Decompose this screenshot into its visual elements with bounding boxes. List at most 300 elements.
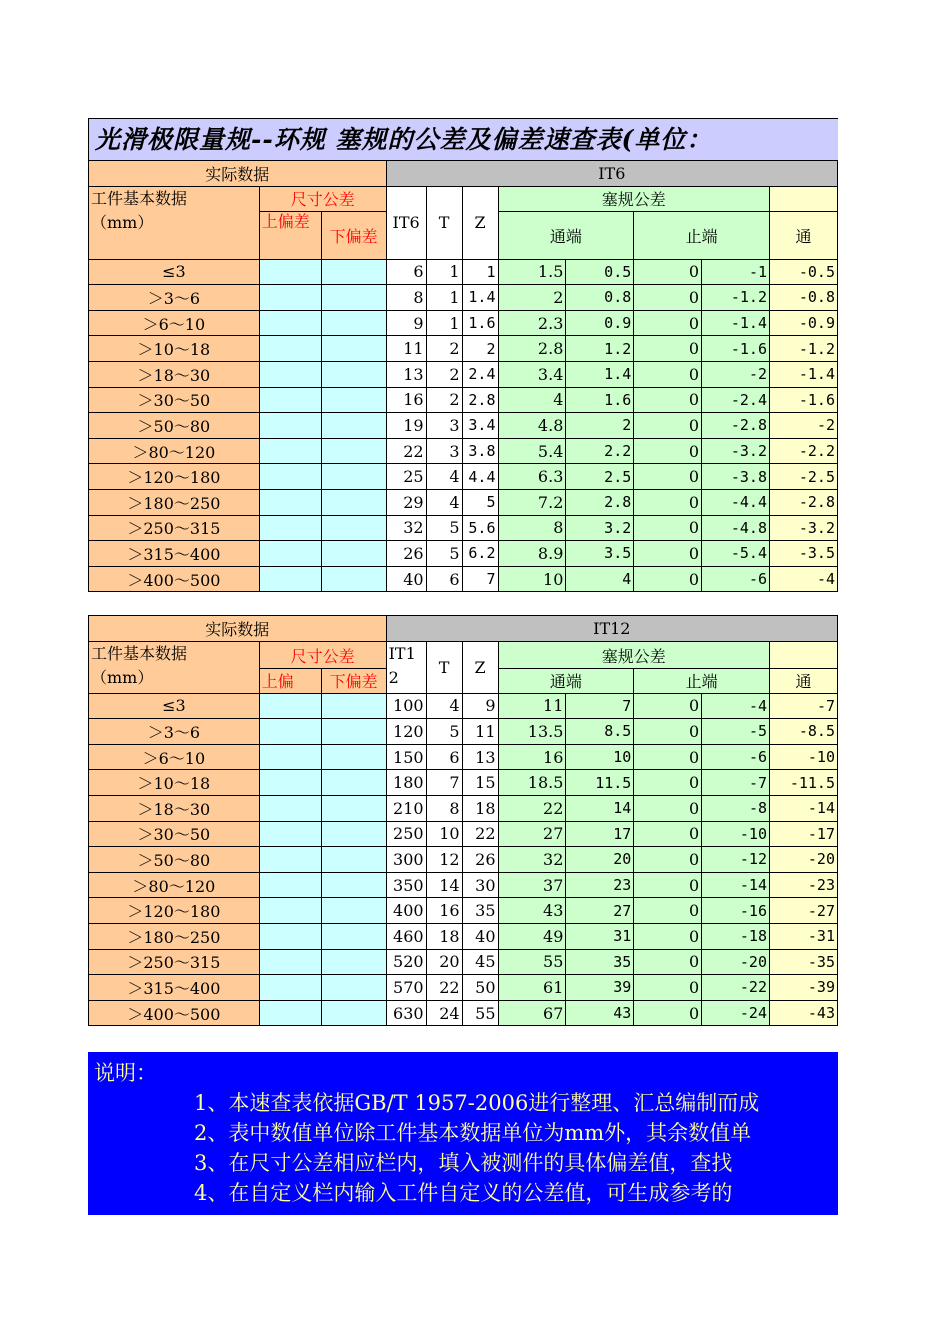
- extra-value-cell: -2.5: [770, 464, 838, 490]
- go-end-max-cell: 2.8: [498, 336, 566, 362]
- go-end-min-cell: 0.8: [566, 285, 634, 311]
- z-value-cell: 2: [462, 336, 498, 362]
- go-end-min-cell: 2.5: [566, 464, 634, 490]
- z-value-cell: 45: [462, 949, 498, 975]
- extra-value-cell: -7: [770, 693, 838, 719]
- z-value-cell: 3.4: [462, 413, 498, 439]
- table-row: [89, 489, 838, 515]
- extra-value-cell: -10: [770, 744, 838, 770]
- extra-value-cell: -27: [770, 898, 838, 924]
- upper-deviation-input[interactable]: [259, 413, 321, 439]
- workpiece-label: 工件基本数据: [91, 644, 188, 663]
- go-end-max-cell: 2.3: [498, 310, 566, 336]
- size-range-cell: ＞120～180: [89, 898, 260, 924]
- go-end-max-cell: 6.3: [498, 464, 566, 490]
- stop-end-min-cell: -20: [702, 949, 770, 975]
- t-column-header: T: [426, 187, 462, 260]
- grade-column-header: IT12: [386, 642, 426, 694]
- go-end-max-cell: 67: [498, 1000, 566, 1026]
- t-value-cell: 4: [426, 464, 462, 490]
- z-value-cell: 11: [462, 719, 498, 745]
- lower-deviation-input[interactable]: [321, 770, 386, 796]
- stop-end-min-cell: -10: [702, 821, 770, 847]
- z-value-cell: 5.6: [462, 515, 498, 541]
- note-line: 1、本速查表依据GB/T 1957-2006进行整理、汇总编制而成: [194, 1091, 760, 1115]
- upper-deviation-input[interactable]: [259, 566, 321, 592]
- go-end-min-cell: 0.9: [566, 310, 634, 336]
- it-value-cell: 6: [386, 259, 426, 285]
- it-value-cell: 8: [386, 285, 426, 311]
- upper-deviation-input[interactable]: [259, 515, 321, 541]
- t-value-cell: 18: [426, 923, 462, 949]
- stop-end-min-cell: -16: [702, 898, 770, 924]
- table-row: [89, 541, 838, 567]
- grade-header: IT6: [386, 161, 837, 187]
- stop-end-min-cell: -6: [702, 744, 770, 770]
- table-row: [89, 413, 838, 439]
- extra-value-cell: -2: [770, 413, 838, 439]
- t-value-cell: 12: [426, 847, 462, 873]
- upper-deviation-header: 上偏差: [259, 211, 321, 259]
- grade-header: IT12: [386, 616, 837, 642]
- it-value-cell: 100: [386, 693, 426, 719]
- upper-deviation-input[interactable]: [259, 872, 321, 898]
- z-value-cell: 18: [462, 795, 498, 821]
- z-value-cell: 13: [462, 744, 498, 770]
- stop-end-max-cell: 0: [634, 744, 702, 770]
- it-value-cell: 570: [386, 975, 426, 1001]
- note-line: 4、在自定义栏内输入工件自定义的公差值，可生成参考的: [194, 1181, 733, 1205]
- go-end-min-cell: 20: [566, 847, 634, 873]
- size-range-cell: ＞3～6: [89, 285, 260, 311]
- go-end-min-cell: 17: [566, 821, 634, 847]
- it-value-cell: 25: [386, 464, 426, 490]
- t-value-cell: 22: [426, 975, 462, 1001]
- extra-value-cell: -35: [770, 949, 838, 975]
- extra-value-cell: -1.2: [770, 336, 838, 362]
- go-end-header-2: 通: [770, 669, 838, 694]
- upper-deviation-input[interactable]: [259, 795, 321, 821]
- grade-column-header: IT6: [386, 187, 426, 260]
- stop-end-max-cell: 0: [634, 489, 702, 515]
- lower-deviation-input[interactable]: [321, 949, 386, 975]
- stop-end-max-cell: 0: [634, 795, 702, 821]
- workpiece-header: [89, 187, 260, 260]
- it-value-cell: 22: [386, 438, 426, 464]
- note-line: 2、表中数值单位除工件基本数据单位为mm外，其余数值单: [194, 1121, 752, 1145]
- table-row: [89, 464, 838, 490]
- stop-end-min-cell: -14: [702, 872, 770, 898]
- stop-end-min-cell: -7: [702, 770, 770, 796]
- z-value-cell: 35: [462, 898, 498, 924]
- lower-deviation-input[interactable]: [321, 923, 386, 949]
- z-value-cell: 15: [462, 770, 498, 796]
- z-column-header: Z: [462, 642, 498, 694]
- z-value-cell: 1: [462, 259, 498, 285]
- upper-deviation-input[interactable]: [259, 770, 321, 796]
- t-value-cell: 2: [426, 336, 462, 362]
- workpiece-unit: （mm）: [91, 668, 154, 687]
- upper-deviation-input[interactable]: [259, 898, 321, 924]
- table-row: [89, 795, 838, 821]
- stop-end-max-cell: 0: [634, 336, 702, 362]
- stop-end-min-cell: -5.4: [702, 541, 770, 567]
- z-column-header: Z: [462, 187, 498, 260]
- it-value-cell: 350: [386, 872, 426, 898]
- stop-end-max-cell: 0: [634, 387, 702, 413]
- size-range-cell: ＞80～120: [89, 438, 260, 464]
- extra-value-cell: -0.5: [770, 259, 838, 285]
- t-value-cell: 4: [426, 693, 462, 719]
- t-value-cell: 1: [426, 310, 462, 336]
- table-row: [89, 949, 838, 975]
- size-range-cell: ≤3: [89, 259, 260, 285]
- z-value-cell: 1.6: [462, 310, 498, 336]
- stop-end-max-cell: 0: [634, 413, 702, 439]
- t-value-cell: 8: [426, 795, 462, 821]
- lower-deviation-input[interactable]: [321, 795, 386, 821]
- go-end-min-cell: 3.5: [566, 541, 634, 567]
- go-end-min-cell: 27: [566, 898, 634, 924]
- upper-deviation-input[interactable]: [259, 285, 321, 311]
- table-row: [89, 719, 838, 745]
- go-end-max-cell: 32: [498, 847, 566, 873]
- go-end-max-cell: 37: [498, 872, 566, 898]
- stop-end-max-cell: 0: [634, 975, 702, 1001]
- table-row: [89, 1000, 838, 1026]
- plug-tolerance-header: 塞规公差: [498, 642, 770, 669]
- lower-deviation-input[interactable]: [321, 438, 386, 464]
- z-value-cell: 5: [462, 489, 498, 515]
- t-value-cell: 4: [426, 489, 462, 515]
- t-value-cell: 14: [426, 872, 462, 898]
- table-row: [89, 923, 838, 949]
- z-value-cell: 2.8: [462, 387, 498, 413]
- lower-deviation-input[interactable]: [321, 361, 386, 387]
- size-tolerance-header: 尺寸公差: [259, 642, 386, 669]
- plug-extra-header: [770, 642, 838, 669]
- t-value-cell: 1: [426, 285, 462, 311]
- stop-end-max-cell: 0: [634, 821, 702, 847]
- upper-deviation-input[interactable]: [259, 336, 321, 362]
- t-value-cell: 24: [426, 1000, 462, 1026]
- table-row: [89, 361, 838, 387]
- upper-deviation-input[interactable]: [259, 259, 321, 285]
- extra-value-cell: -31: [770, 923, 838, 949]
- lower-deviation-input[interactable]: [321, 387, 386, 413]
- size-range-cell: ≤3: [89, 693, 260, 719]
- extra-value-cell: -0.9: [770, 310, 838, 336]
- lower-deviation-input[interactable]: [321, 1000, 386, 1026]
- upper-deviation-input[interactable]: [259, 361, 321, 387]
- z-value-cell: 26: [462, 847, 498, 873]
- lower-deviation-input[interactable]: [321, 744, 386, 770]
- go-end-header-2: 通: [770, 211, 838, 259]
- go-end-max-cell: 8.9: [498, 541, 566, 567]
- size-range-cell: ＞6～10: [89, 310, 260, 336]
- t-column-header: T: [426, 642, 462, 694]
- go-end-max-cell: 2: [498, 285, 566, 311]
- stop-end-max-cell: 0: [634, 464, 702, 490]
- t-value-cell: 1: [426, 259, 462, 285]
- z-value-cell: 9: [462, 693, 498, 719]
- t-value-cell: 2: [426, 361, 462, 387]
- stop-end-min-cell: -2.4: [702, 387, 770, 413]
- table-row: [89, 693, 838, 719]
- it-value-cell: 16: [386, 387, 426, 413]
- it-value-cell: 460: [386, 923, 426, 949]
- table-row: [89, 387, 838, 413]
- extra-value-cell: -39: [770, 975, 838, 1001]
- notes-heading: 说明：: [94, 1061, 157, 1085]
- size-range-cell: ＞3～6: [89, 719, 260, 745]
- go-end-min-cell: 7: [566, 693, 634, 719]
- upper-deviation-header: 上偏: [259, 669, 321, 694]
- upper-deviation-input[interactable]: [259, 489, 321, 515]
- go-end-min-cell: 35: [566, 949, 634, 975]
- extra-value-cell: -0.8: [770, 285, 838, 311]
- go-end-max-cell: 27: [498, 821, 566, 847]
- extra-value-cell: -4: [770, 566, 838, 592]
- it-value-cell: 29: [386, 489, 426, 515]
- lower-deviation-input[interactable]: [321, 259, 386, 285]
- stop-end-max-cell: 0: [634, 923, 702, 949]
- size-range-cell: ＞10～18: [89, 770, 260, 796]
- lower-deviation-input[interactable]: [321, 898, 386, 924]
- upper-deviation-input[interactable]: [259, 464, 321, 490]
- it-value-cell: 210: [386, 795, 426, 821]
- z-value-cell: 40: [462, 923, 498, 949]
- it-value-cell: 250: [386, 821, 426, 847]
- stop-end-max-cell: 0: [634, 541, 702, 567]
- it-value-cell: 400: [386, 898, 426, 924]
- go-end-max-cell: 4: [498, 387, 566, 413]
- z-value-cell: 55: [462, 1000, 498, 1026]
- size-range-cell: ＞315～400: [89, 541, 260, 567]
- size-range-cell: ＞18～30: [89, 361, 260, 387]
- lower-deviation-header: 下偏差: [321, 211, 386, 259]
- stop-end-max-cell: 0: [634, 872, 702, 898]
- go-end-min-cell: 1.6: [566, 387, 634, 413]
- extra-value-cell: -8.5: [770, 719, 838, 745]
- extra-value-cell: -11.5: [770, 770, 838, 796]
- stop-end-max-cell: 0: [634, 566, 702, 592]
- go-end-max-cell: 43: [498, 898, 566, 924]
- stop-end-min-cell: -22: [702, 975, 770, 1001]
- it-value-cell: 9: [386, 310, 426, 336]
- lower-deviation-input[interactable]: [321, 310, 386, 336]
- t-value-cell: 6: [426, 566, 462, 592]
- it-value-cell: 26: [386, 541, 426, 567]
- it-value-cell: 11: [386, 336, 426, 362]
- extra-value-cell: -1.6: [770, 387, 838, 413]
- it-value-cell: 13: [386, 361, 426, 387]
- go-end-max-cell: 11: [498, 693, 566, 719]
- stop-end-min-cell: -1.2: [702, 285, 770, 311]
- it-value-cell: 19: [386, 413, 426, 439]
- size-range-cell: ＞250～315: [89, 949, 260, 975]
- stop-end-min-cell: -1.4: [702, 310, 770, 336]
- go-end-max-cell: 4.8: [498, 413, 566, 439]
- upper-deviation-input[interactable]: [259, 438, 321, 464]
- size-range-cell: ＞250～315: [89, 515, 260, 541]
- lower-deviation-input[interactable]: [321, 719, 386, 745]
- lower-deviation-input[interactable]: [321, 821, 386, 847]
- z-value-cell: 6.2: [462, 541, 498, 567]
- upper-deviation-input[interactable]: [259, 744, 321, 770]
- t-value-cell: 5: [426, 541, 462, 567]
- t-value-cell: 3: [426, 438, 462, 464]
- stop-end-max-cell: 0: [634, 719, 702, 745]
- go-end-max-cell: 18.5: [498, 770, 566, 796]
- stop-end-min-cell: -4.4: [702, 489, 770, 515]
- table-row: [89, 438, 838, 464]
- actual-data-header: 实际数据: [89, 616, 387, 642]
- go-end-min-cell: 23: [566, 872, 634, 898]
- stop-end-max-cell: 0: [634, 438, 702, 464]
- lower-deviation-input[interactable]: [321, 464, 386, 490]
- table-row: [89, 336, 838, 362]
- size-range-cell: ＞50～80: [89, 413, 260, 439]
- lower-deviation-input[interactable]: [321, 515, 386, 541]
- z-value-cell: 7: [462, 566, 498, 592]
- lower-deviation-input[interactable]: [321, 541, 386, 567]
- lower-deviation-input[interactable]: [321, 566, 386, 592]
- size-range-cell: ＞120～180: [89, 464, 260, 490]
- z-value-cell: 1.4: [462, 285, 498, 311]
- stop-end-min-cell: -3.8: [702, 464, 770, 490]
- upper-deviation-input[interactable]: [259, 1000, 321, 1026]
- go-end-min-cell: 43: [566, 1000, 634, 1026]
- t-value-cell: 20: [426, 949, 462, 975]
- extra-value-cell: -2.8: [770, 489, 838, 515]
- lower-deviation-input[interactable]: [321, 336, 386, 362]
- upper-deviation-input[interactable]: [259, 719, 321, 745]
- go-end-min-cell: 11.5: [566, 770, 634, 796]
- stop-end-max-cell: 0: [634, 949, 702, 975]
- table-row: [89, 515, 838, 541]
- table-row: [89, 872, 838, 898]
- stop-end-header: 止端: [634, 211, 770, 259]
- stop-end-min-cell: -8: [702, 795, 770, 821]
- extra-value-cell: -43: [770, 1000, 838, 1026]
- go-end-max-cell: 1.5: [498, 259, 566, 285]
- stop-end-min-cell: -2.8: [702, 413, 770, 439]
- upper-deviation-input[interactable]: [259, 693, 321, 719]
- stop-end-min-cell: -18: [702, 923, 770, 949]
- go-end-max-cell: 8: [498, 515, 566, 541]
- upper-deviation-input[interactable]: [259, 923, 321, 949]
- go-end-header: 通端: [498, 211, 634, 259]
- go-end-min-cell: 2.2: [566, 438, 634, 464]
- stop-end-max-cell: 0: [634, 770, 702, 796]
- it-value-cell: 40: [386, 566, 426, 592]
- z-value-cell: 50: [462, 975, 498, 1001]
- stop-end-max-cell: 0: [634, 285, 702, 311]
- go-end-header: 通端: [498, 669, 634, 694]
- stop-end-max-cell: 0: [634, 898, 702, 924]
- extra-value-cell: -3.2: [770, 515, 838, 541]
- plug-extra-header: [770, 187, 838, 212]
- z-value-cell: 4.4: [462, 464, 498, 490]
- lower-deviation-input[interactable]: [321, 693, 386, 719]
- upper-deviation-input[interactable]: [259, 310, 321, 336]
- table-row: [89, 898, 838, 924]
- size-range-cell: ＞180～250: [89, 489, 260, 515]
- extra-value-cell: -20: [770, 847, 838, 873]
- go-end-min-cell: 4: [566, 566, 634, 592]
- size-range-cell: ＞30～50: [89, 387, 260, 413]
- go-end-max-cell: 5.4: [498, 438, 566, 464]
- table-row: [89, 566, 838, 592]
- t-value-cell: 5: [426, 719, 462, 745]
- go-end-min-cell: 14: [566, 795, 634, 821]
- stop-end-min-cell: -24: [702, 1000, 770, 1026]
- it12-table: [88, 615, 838, 1026]
- lower-deviation-input[interactable]: [321, 285, 386, 311]
- stop-end-max-cell: 0: [634, 1000, 702, 1026]
- workpiece-label: 工件基本数据: [91, 189, 188, 208]
- table-row: [89, 770, 838, 796]
- it-value-cell: 630: [386, 1000, 426, 1026]
- table-row: [89, 285, 838, 311]
- stop-end-min-cell: -4.8: [702, 515, 770, 541]
- table-row: [89, 310, 838, 336]
- lower-deviation-input[interactable]: [321, 413, 386, 439]
- it-value-cell: 32: [386, 515, 426, 541]
- t-value-cell: 5: [426, 515, 462, 541]
- go-end-min-cell: 1.2: [566, 336, 634, 362]
- upper-deviation-input[interactable]: [259, 821, 321, 847]
- table-row: [89, 847, 838, 873]
- t-value-cell: 16: [426, 898, 462, 924]
- lower-deviation-input[interactable]: [321, 489, 386, 515]
- upper-deviation-input[interactable]: [259, 847, 321, 873]
- spreadsheet: [88, 118, 838, 1218]
- it6-table: [88, 160, 838, 592]
- size-range-cell: ＞6～10: [89, 744, 260, 770]
- go-end-max-cell: 55: [498, 949, 566, 975]
- lower-deviation-input[interactable]: [321, 975, 386, 1001]
- z-value-cell: 3.8: [462, 438, 498, 464]
- go-end-min-cell: 0.5: [566, 259, 634, 285]
- stop-end-max-cell: 0: [634, 515, 702, 541]
- upper-deviation-input[interactable]: [259, 541, 321, 567]
- plug-tolerance-header: 塞规公差: [498, 187, 770, 212]
- upper-deviation-input[interactable]: [259, 387, 321, 413]
- upper-deviation-input[interactable]: [259, 949, 321, 975]
- go-end-min-cell: 8.5: [566, 719, 634, 745]
- stop-end-max-cell: 0: [634, 259, 702, 285]
- workpiece-unit: （mm）: [91, 213, 154, 232]
- lower-deviation-input[interactable]: [321, 847, 386, 873]
- go-end-min-cell: 3.2: [566, 515, 634, 541]
- stop-end-header: 止端: [634, 669, 770, 694]
- z-value-cell: 2.4: [462, 361, 498, 387]
- go-end-min-cell: 1.4: [566, 361, 634, 387]
- go-end-max-cell: 3.4: [498, 361, 566, 387]
- t-value-cell: 7: [426, 770, 462, 796]
- upper-deviation-input[interactable]: [259, 975, 321, 1001]
- stop-end-max-cell: 0: [634, 693, 702, 719]
- it-value-cell: 180: [386, 770, 426, 796]
- stop-end-min-cell: -12: [702, 847, 770, 873]
- size-range-cell: ＞18～30: [89, 795, 260, 821]
- size-range-cell: ＞10～18: [89, 336, 260, 362]
- lower-deviation-input[interactable]: [321, 872, 386, 898]
- workpiece-header: [89, 642, 260, 694]
- stop-end-min-cell: -3.2: [702, 438, 770, 464]
